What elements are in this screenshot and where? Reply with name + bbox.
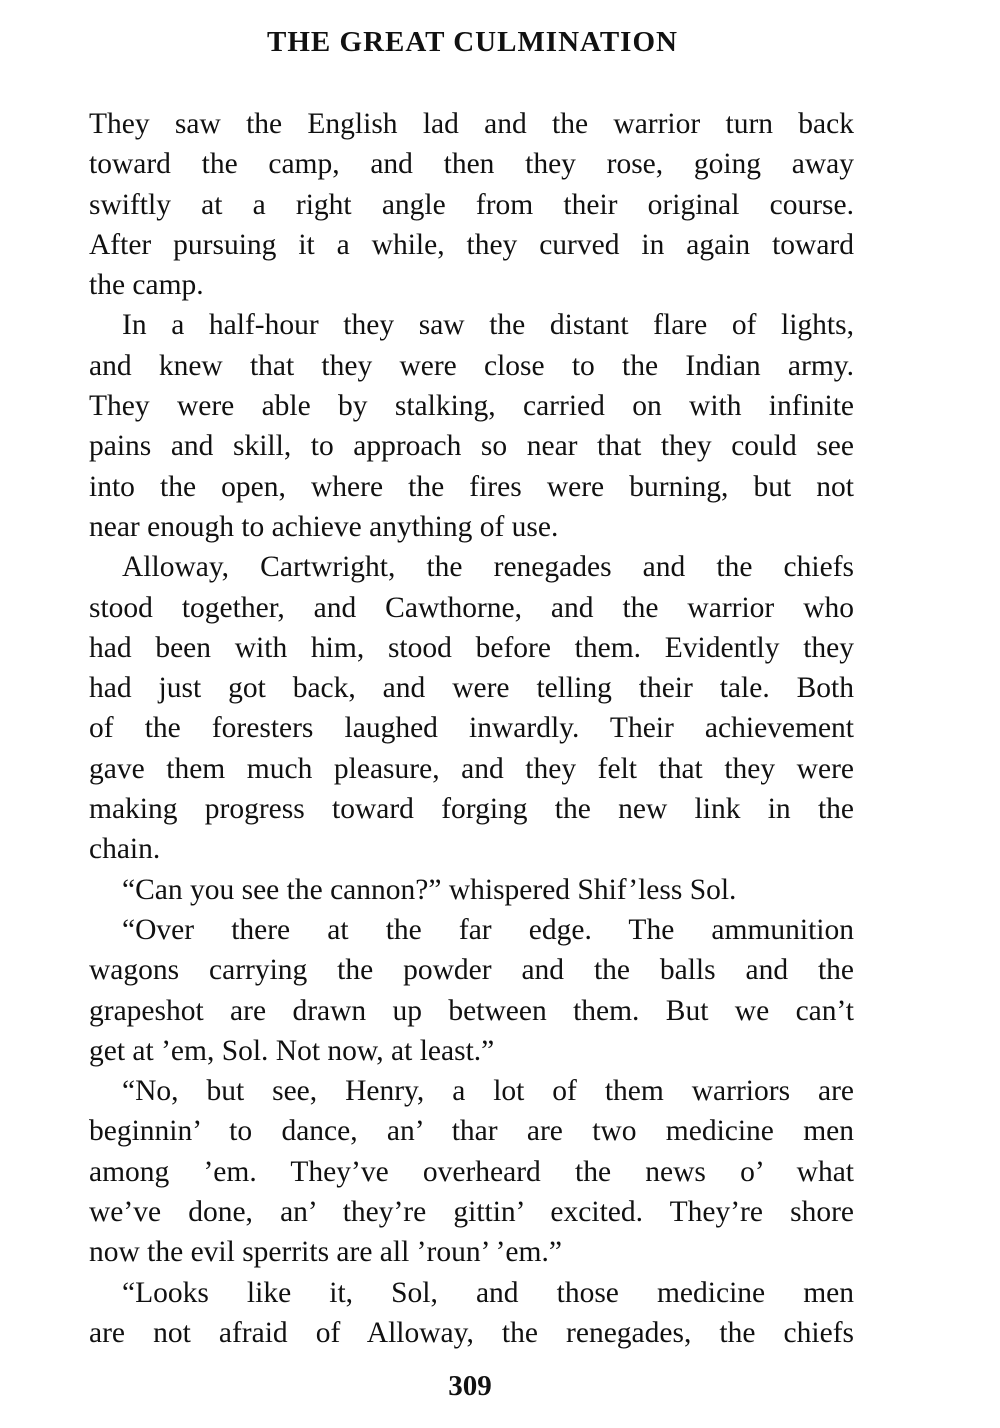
running-head: THE GREAT CULMINATION bbox=[267, 26, 678, 58]
page-number: 309 bbox=[448, 1370, 492, 1402]
text-line: toward the camp, and then they rose, going away bbox=[89, 148, 854, 181]
text-line: into the open, where the fires were burning, but not bbox=[89, 470, 854, 503]
text-line: among ’em. They’ve overheard the news o’ what bbox=[89, 1155, 854, 1188]
text-line: gave them much pleasure, and they felt that they were bbox=[89, 752, 854, 785]
text-line: beginnin’ to dance, an’ thar are two medicine men bbox=[89, 1115, 854, 1148]
text-line: “No, but see, Henry, a lot of them warriors are bbox=[122, 1075, 854, 1108]
text-line: chain. bbox=[89, 833, 161, 866]
text-line: pains and skill, to approach so near that they could see bbox=[89, 430, 854, 463]
body-text bbox=[89, 104, 854, 1353]
text-line: grapeshot are drawn up between them. But we can’t bbox=[89, 994, 854, 1027]
text-line: near enough to achieve anything of use. bbox=[89, 510, 559, 543]
text-line: and knew that they were close to the Indian army. bbox=[89, 349, 854, 382]
text-line: stood together, and Cawthorne, and the warrior who bbox=[89, 591, 854, 624]
text-line: get at ’em, Sol. Not now, at least.” bbox=[89, 1034, 495, 1067]
text-line: of the foresters laughed inwardly. Their achievement bbox=[89, 712, 854, 745]
text-line: They saw the English lad and the warrior turn back bbox=[89, 108, 854, 140]
text-line: swiftly at a right angle from their original course. bbox=[89, 188, 854, 221]
text-line: now the evil sperrits are all ’roun’ ’em.” bbox=[89, 1236, 562, 1269]
text-line: wagons carrying the powder and the balls and the bbox=[89, 954, 854, 987]
text-line: “Looks like it, Sol, and those medicine men bbox=[122, 1276, 854, 1309]
text-line: are not afraid of Alloway, the renegades, the chiefs bbox=[89, 1316, 854, 1349]
text-line: They were able by stalking, carried on with infinite bbox=[89, 390, 854, 423]
text-line: the camp. bbox=[89, 269, 204, 302]
text-line: we’ve done, an’ they’re gittin’ excited. They’re shore bbox=[89, 1196, 854, 1229]
text-line: Alloway, Cartwright, the renegades and the chiefs bbox=[122, 551, 854, 584]
text-line: had been with him, stood before them. Evidently they bbox=[89, 631, 854, 664]
text-line: “Over there at the far edge. The ammunition bbox=[122, 913, 854, 946]
text-line: In a half-hour they saw the distant flare of lights, bbox=[122, 309, 854, 342]
text-line: After pursuing it a while, they curved in again toward bbox=[89, 228, 854, 261]
text-line: making progress toward forging the new link in the bbox=[89, 793, 854, 826]
text-line: “Can you see the cannon?” whispered Shif’less Sol. bbox=[122, 873, 737, 906]
text-line: had just got back, and were telling their tale. Both bbox=[89, 672, 854, 705]
